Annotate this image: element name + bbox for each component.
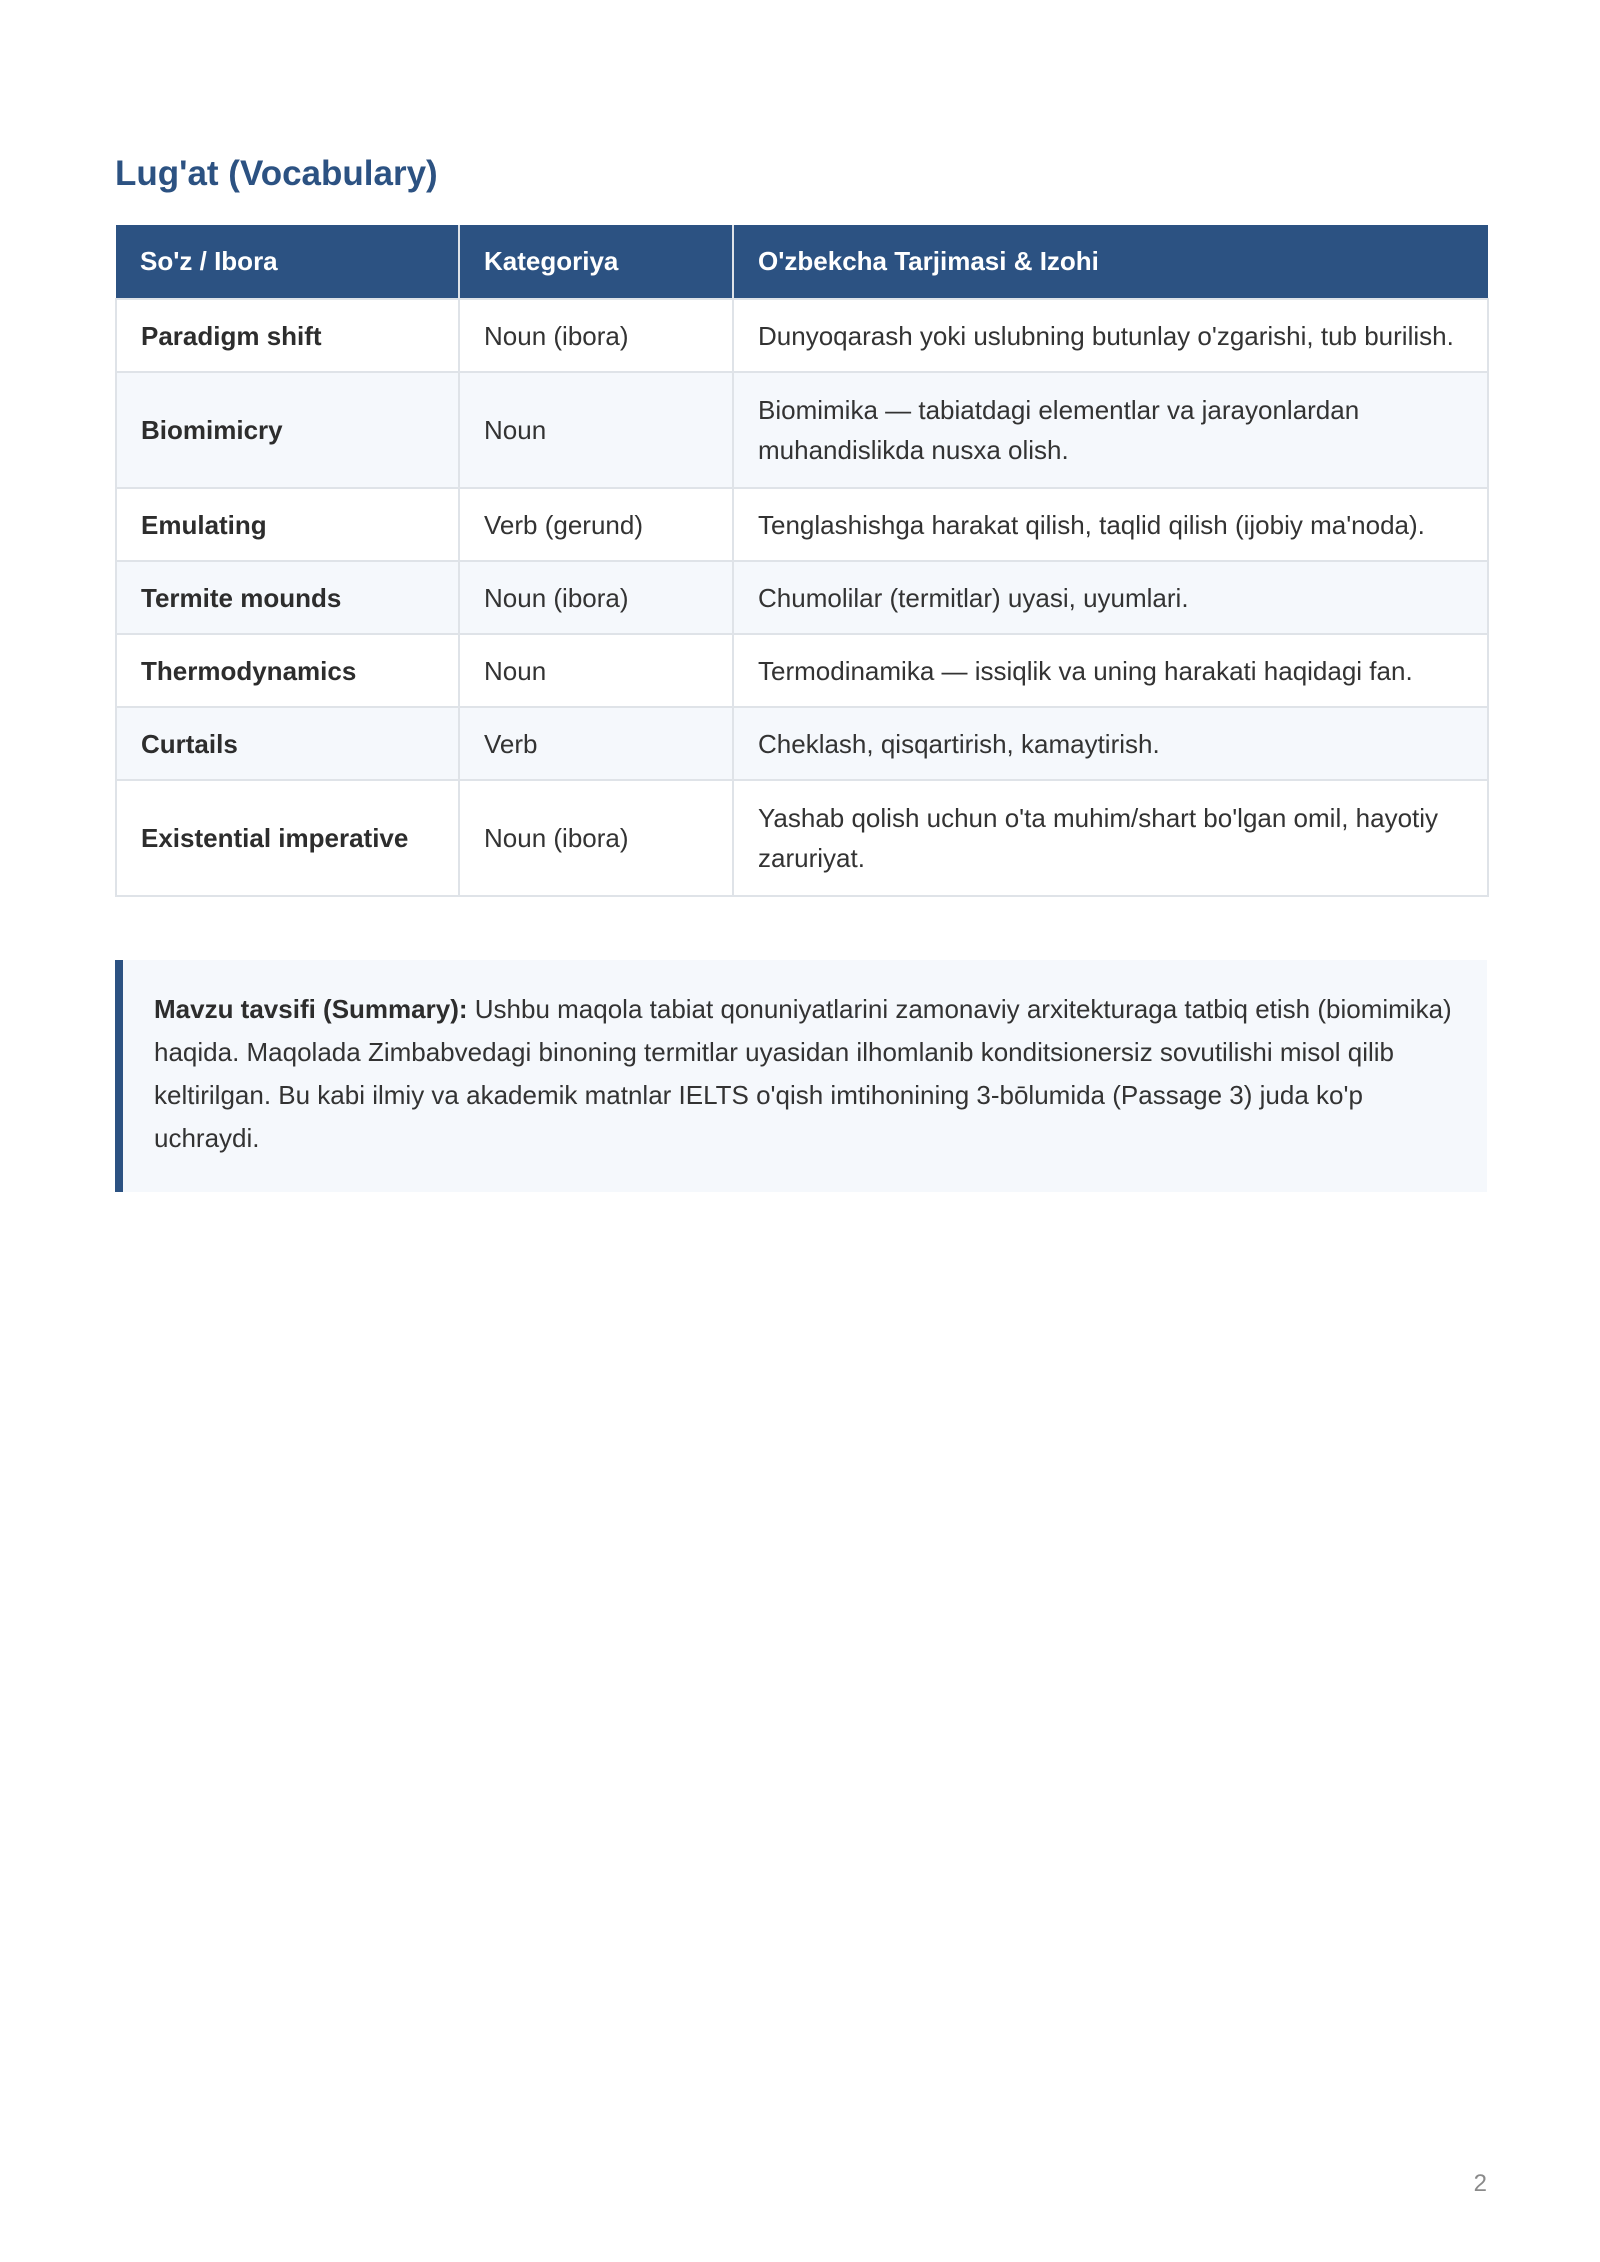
category-cell: Noun (ibora) [459,780,733,896]
table-row [116,780,1488,896]
summary-box [115,960,1487,1192]
category-cell: Noun [459,634,733,707]
table-row [116,561,1488,634]
column-header-category: Kategoriya [459,225,733,299]
translation-cell: Cheklash, qisqartirish, kamaytirish. [733,707,1488,780]
category-cell: Noun (ibora) [459,299,733,372]
term-cell: Thermodynamics [116,634,459,707]
table-row [116,707,1488,780]
table-row [116,299,1488,372]
column-header-translation: O'zbekcha Tarjimasi & Izohi [733,225,1488,299]
term-cell: Existential imperative [116,780,459,896]
translation-cell: Dunyoqarash yoki uslubning butunlay o'zgarishi, tub burilish. [733,299,1488,372]
term-cell: Emulating [116,488,459,561]
vocabulary-table [115,225,1489,897]
table-header-row [116,225,1488,299]
category-cell: Noun (ibora) [459,561,733,634]
category-cell: Verb (gerund) [459,488,733,561]
translation-cell: Tenglashishga harakat qilish, taqlid qilish (ijobiy ma'noda). [733,488,1488,561]
column-header-term: So'z / Ibora [116,225,459,299]
term-cell: Curtails [116,707,459,780]
table-row [116,372,1488,488]
translation-cell: Yashab qolish uchun o'ta muhim/shart bo'lgan omil, hayotiy zaruriyat. [733,780,1488,896]
page-number: 2 [1473,2170,1487,2197]
translation-cell: Biomimika — tabiatdagi elementlar va jarayonlardan muhandislikda nusxa olish. [733,372,1488,488]
translation-cell: Chumolilar (termitlar) uyasi, uyumlari. [733,561,1488,634]
term-cell: Paradigm shift [116,299,459,372]
category-cell: Noun [459,372,733,488]
section-heading: Lug'at (Vocabulary) [115,154,438,193]
translation-cell: Termodinamika — issiqlik va uning harakati haqidagi fan. [733,634,1488,707]
term-cell: Termite mounds [116,561,459,634]
table-row [116,488,1488,561]
term-cell: Biomimicry [116,372,459,488]
summary-text: Ushbu maqola tabiat qonuniyatlarini zamonaviy arxitekturaga tatbiq etish (biomimika) haqida. Maqolada Zimbabvedagi binoning termitlar uyasidan ilhomlanib konditsionersiz sovutilishi misol qilib keltirilgan. Bu kabi ilmiy va akademik matnlar IELTS o'qish imtihonining 3-bōlumida (Passage 3) juda ko'p uchraydi. [154,994,1452,1153]
category-cell: Verb [459,707,733,780]
summary-label: Mavzu tavsifi (Summary): [154,994,468,1024]
table-row [116,634,1488,707]
